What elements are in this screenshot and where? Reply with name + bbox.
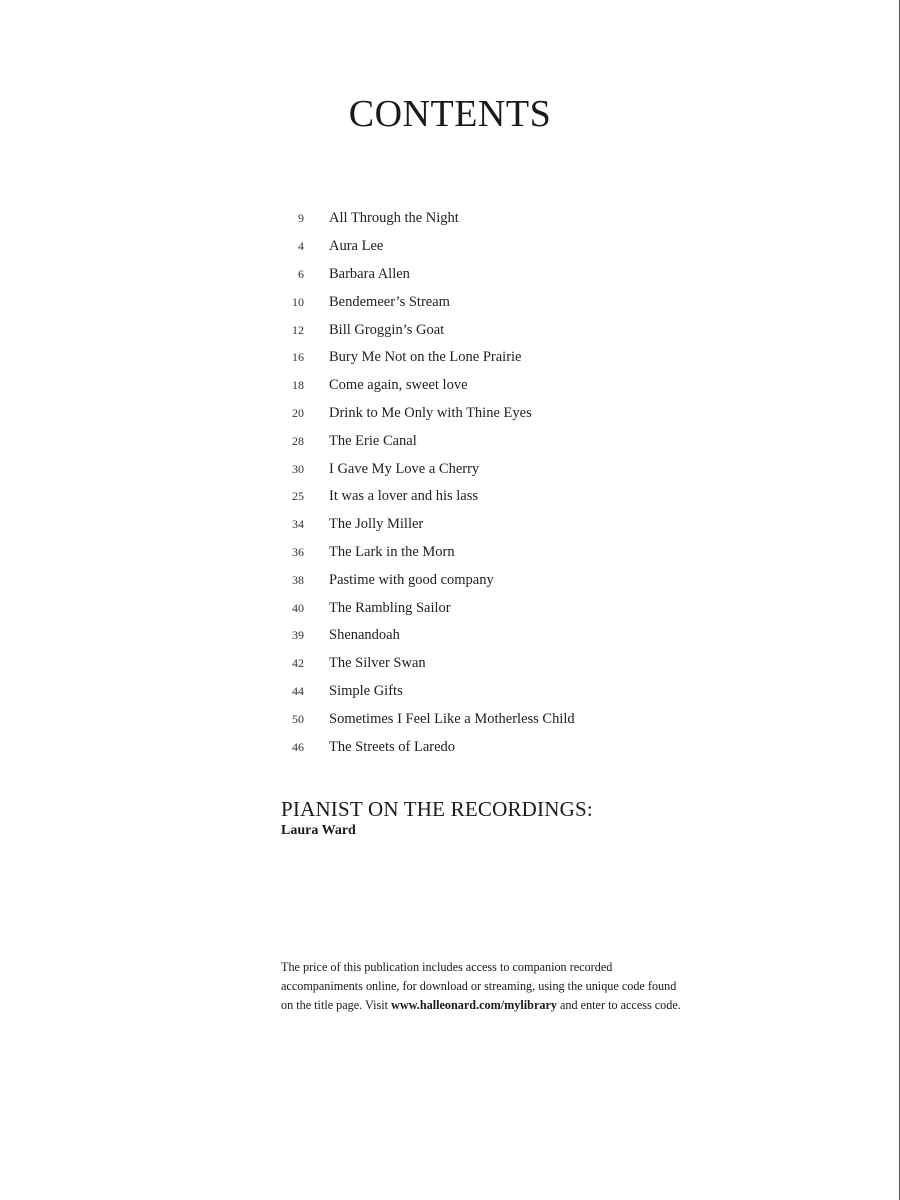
toc-entry (282, 288, 575, 316)
toc-song-title: Drink to Me Only with Thine Eyes (329, 404, 532, 421)
toc-entry (282, 455, 575, 483)
toc-song-title: The Erie Canal (329, 432, 417, 449)
toc-entry (282, 400, 575, 428)
pianist-name: Laura Ward (281, 823, 356, 838)
toc-page-number: 34 (292, 517, 304, 532)
toc-song-title: Shenandoah (329, 627, 400, 644)
notice-url: www.halleonard.com/mylibrary (391, 998, 557, 1012)
toc-page-number: 6 (298, 266, 304, 281)
toc-entry (282, 705, 575, 733)
page-title: CONTENTS (348, 93, 552, 135)
toc-song-title: The Rambling Sailor (329, 599, 451, 616)
toc-entry (282, 511, 575, 539)
toc-entry (282, 483, 575, 511)
toc-entry (282, 316, 575, 344)
toc-entry (282, 678, 575, 706)
toc-entry (282, 233, 575, 261)
toc-page-number: 9 (298, 211, 304, 226)
toc-song-title: Bill Groggin’s Goat (329, 321, 445, 338)
toc-page-number: 46 (292, 739, 304, 754)
toc-entry (282, 539, 575, 567)
toc-entry (282, 344, 575, 372)
toc-page-number: 38 (292, 572, 304, 587)
notice-text-after: and enter to access code. (556, 998, 681, 1012)
toc-entry (282, 205, 575, 233)
toc-page-number: 50 (292, 711, 304, 726)
toc-entry (282, 733, 575, 761)
pianist-heading: PIANIST ON THE RECORDINGS: (281, 797, 593, 821)
toc-entry (282, 650, 575, 678)
toc-song-title: The Lark in the Morn (329, 543, 455, 560)
toc-song-title: It was a lover and his lass (329, 488, 478, 505)
toc-page-number: 10 (292, 294, 304, 309)
access-notice (281, 958, 691, 1015)
toc-song-title: The Silver Swan (329, 655, 426, 672)
toc-song-title: Come again, sweet love (329, 377, 468, 394)
toc-song-title: All Through the Night (329, 210, 459, 227)
toc-song-title: Sometimes I Feel Like a Motherless Child (329, 710, 575, 727)
toc-page-number: 25 (292, 489, 304, 504)
toc-page-number: 4 (298, 239, 304, 254)
toc-page-number: 36 (292, 544, 304, 559)
toc-song-title: Pastime with good company (329, 571, 494, 588)
toc-entry (282, 372, 575, 400)
toc-entry (282, 566, 575, 594)
toc-song-title: The Streets of Laredo (329, 738, 456, 755)
toc-page-number: 39 (292, 628, 304, 643)
toc-page-number: 20 (292, 405, 304, 420)
toc-entry (282, 622, 575, 650)
toc-page-number: 40 (292, 600, 304, 615)
toc-entry (282, 594, 575, 622)
toc-page-number: 44 (292, 683, 304, 698)
toc-page-number: 16 (292, 350, 304, 365)
toc-entry (282, 427, 575, 455)
toc-song-title: Aura Lee (329, 238, 384, 255)
toc-page-number: 42 (292, 656, 304, 671)
toc-page-number: 18 (292, 378, 304, 393)
table-of-contents (282, 205, 575, 761)
toc-song-title: Simple Gifts (329, 682, 403, 699)
toc-entry (282, 261, 575, 289)
toc-song-title: The Jolly Miller (329, 516, 424, 533)
toc-song-title: Bendemeer’s Stream (329, 293, 450, 310)
notice-text-before: The price of this publication includes access to companion recorded accompaniments online, for download or streaming, using the unique code found on the title page. Visit (281, 960, 677, 1012)
toc-song-title: I Gave My Love a Cherry (329, 460, 480, 477)
toc-song-title: Bury Me Not on the Lone Prairie (329, 349, 522, 366)
toc-page-number: 30 (292, 461, 304, 476)
toc-page-number: 28 (292, 433, 304, 448)
toc-song-title: Barbara Allen (329, 265, 410, 282)
toc-page-number: 12 (292, 322, 304, 337)
